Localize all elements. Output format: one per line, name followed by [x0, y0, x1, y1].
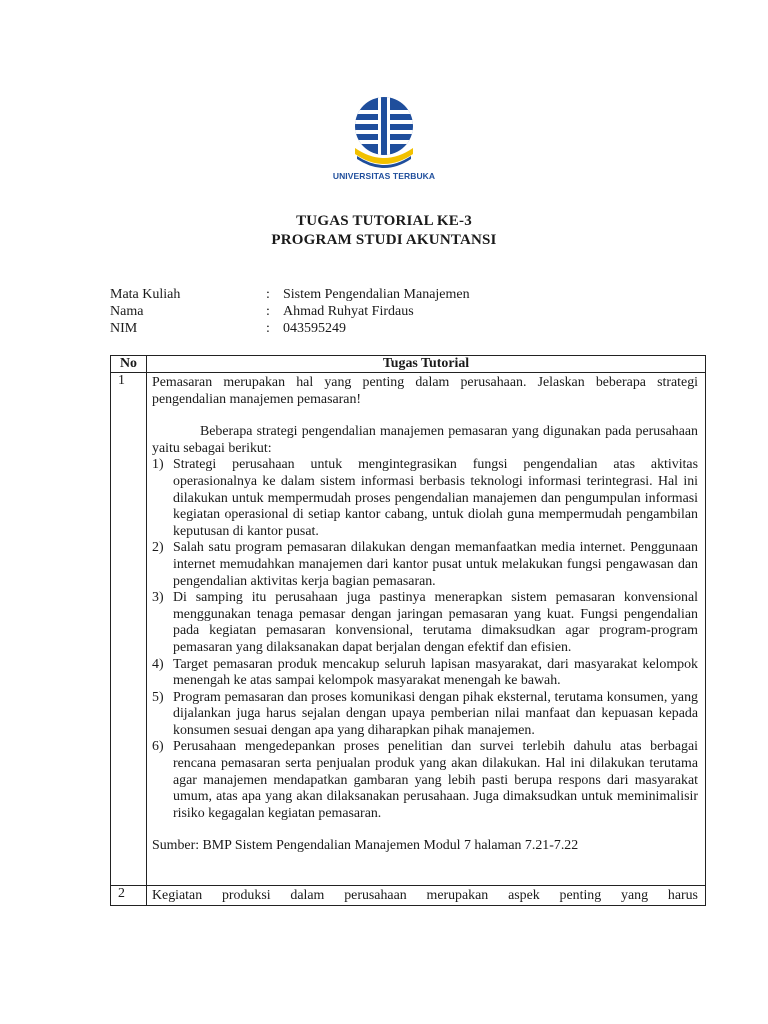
header-no: No	[111, 356, 147, 373]
list-text: Target pemasaran produk mencakup seluruh lapisan masyarakat, dari masyarakat kelompok menengah ke atas sampai kelompok masyarakat menengah ke bawah.	[173, 656, 698, 689]
list-item	[152, 657, 698, 690]
source-citation: Sumber: BMP Sistem Pengendalian Manajemen Modul 7 halaman 7.21-7.22	[152, 838, 579, 854]
task-content	[147, 886, 706, 906]
list-text: Program pemasaran dan proses komunikasi dengan pihak eksternal, terutama konsumen, yang dijalankan juga harus sejalan dengan upaya pemberian nilai manfaat dan kepuasan kepada konsumen sesuai dengan apa yang diharapkan pihak manajemen.	[173, 689, 698, 738]
info-colon: :	[266, 321, 270, 336]
university-logo	[0, 96, 768, 181]
list-item	[152, 457, 698, 540]
answer-intro: Beberapa strategi pengendalian manajemen pemasaran yang digunakan pada perusahaan yaitu sebagai berikut:	[152, 424, 698, 456]
task-content	[147, 373, 706, 886]
list-text: Di samping itu perusahaan juga pastinya menerapkan sistem pemasaran konvensional menggunakan tenaga pemasar dengan jaringan pemasaran yang kuat. Fungsi pengendalian pada kegiatan pemasaran konvensional, terutama dimaksudkan agar program-program pemasaran yang dilaksanakan dapat berjalan dengan efektif dan efisien.	[173, 590, 698, 655]
task-table	[110, 355, 706, 906]
info-label: Nama	[110, 304, 144, 319]
info-value-nim: 043595249	[283, 321, 346, 336]
question-text: Pemasaran merupakan hal yang penting dalam perusahaan. Jelaskan beberapa strategi pengendalian manajemen pemasaran!	[152, 375, 698, 407]
document-title: TUGAS TUTORIAL KE-3	[296, 213, 472, 229]
list-number: 5)	[152, 689, 164, 705]
info-label: NIM	[110, 321, 138, 336]
info-row-name	[110, 304, 470, 321]
info-row-nim	[110, 321, 470, 338]
header-task: Tugas Tutorial	[147, 356, 706, 373]
answer-list	[152, 457, 698, 822]
info-colon: :	[266, 287, 270, 302]
info-row-course	[110, 287, 470, 304]
info-colon: :	[266, 304, 270, 319]
list-number: 2)	[152, 540, 164, 556]
list-number: 6)	[152, 739, 164, 755]
list-text: Perusahaan mengedepankan proses penelitian dan survei terlebih dahulu atas berbagai rencana pemasaran serta penjualan produk yang akan dilakukan. Hal ini dilakukan terutama agar manajemen mendapatkan gambaran yang lebih pasti berupa respons dari masyarakat umum, atas apa yang akan dilaksanakan perusahaan. Juga dimaksudkan untuk meminimalisir risiko kegagalan kegiatan pemasaran.	[173, 739, 698, 821]
list-text: Strategi perusahaan untuk mengintegrasikan fungsi pengendalian atas aktivitas operasionalnya ke dalam sistem informasi berbasis teknologi informasi terintegrasi. Hal ini dilakukan untuk mempermudah proses pengendalian manajemen dan pengumpulan informasi kegiatan operasional di setiap kantor cabang, untuk diolah guna mempermudah pengambilan keputusan di kantor pusat.	[173, 457, 698, 539]
student-info	[110, 287, 470, 338]
list-number: 4)	[152, 656, 164, 672]
table-row	[111, 886, 706, 906]
document-subtitle: PROGRAM STUDI AKUNTANSI	[271, 232, 497, 248]
question-text-partial: Kegiatan produksi dalam perusahaan merupakan aspek penting yang harus	[152, 888, 698, 904]
info-value-name: Ahmad Ruhyat Firdaus	[283, 304, 414, 319]
list-number: 1)	[152, 457, 164, 473]
university-emblem-icon	[345, 96, 423, 168]
list-item	[152, 590, 698, 656]
list-item	[152, 739, 698, 822]
info-value-course: Sistem Pengendalian Manajemen	[283, 287, 470, 302]
list-text: Salah satu program pemasaran dilakukan dengan memanfaatkan media internet. Penggunaan internet memudahkan manajemen dari kantor pusat untuk melakukan fungsi pengawasan dan pengendalian aktivitas kerja bagian pemasaran.	[173, 540, 698, 589]
info-label: Mata Kuliah	[110, 287, 181, 302]
row-number: 1	[111, 373, 147, 886]
row-number: 2	[111, 886, 147, 906]
table-row	[111, 373, 706, 886]
logo-text: UNIVERSITAS TERBUKA	[332, 171, 436, 181]
table-header-row	[111, 356, 706, 373]
list-number: 3)	[152, 590, 164, 606]
list-item	[152, 540, 698, 590]
list-item	[152, 690, 698, 740]
